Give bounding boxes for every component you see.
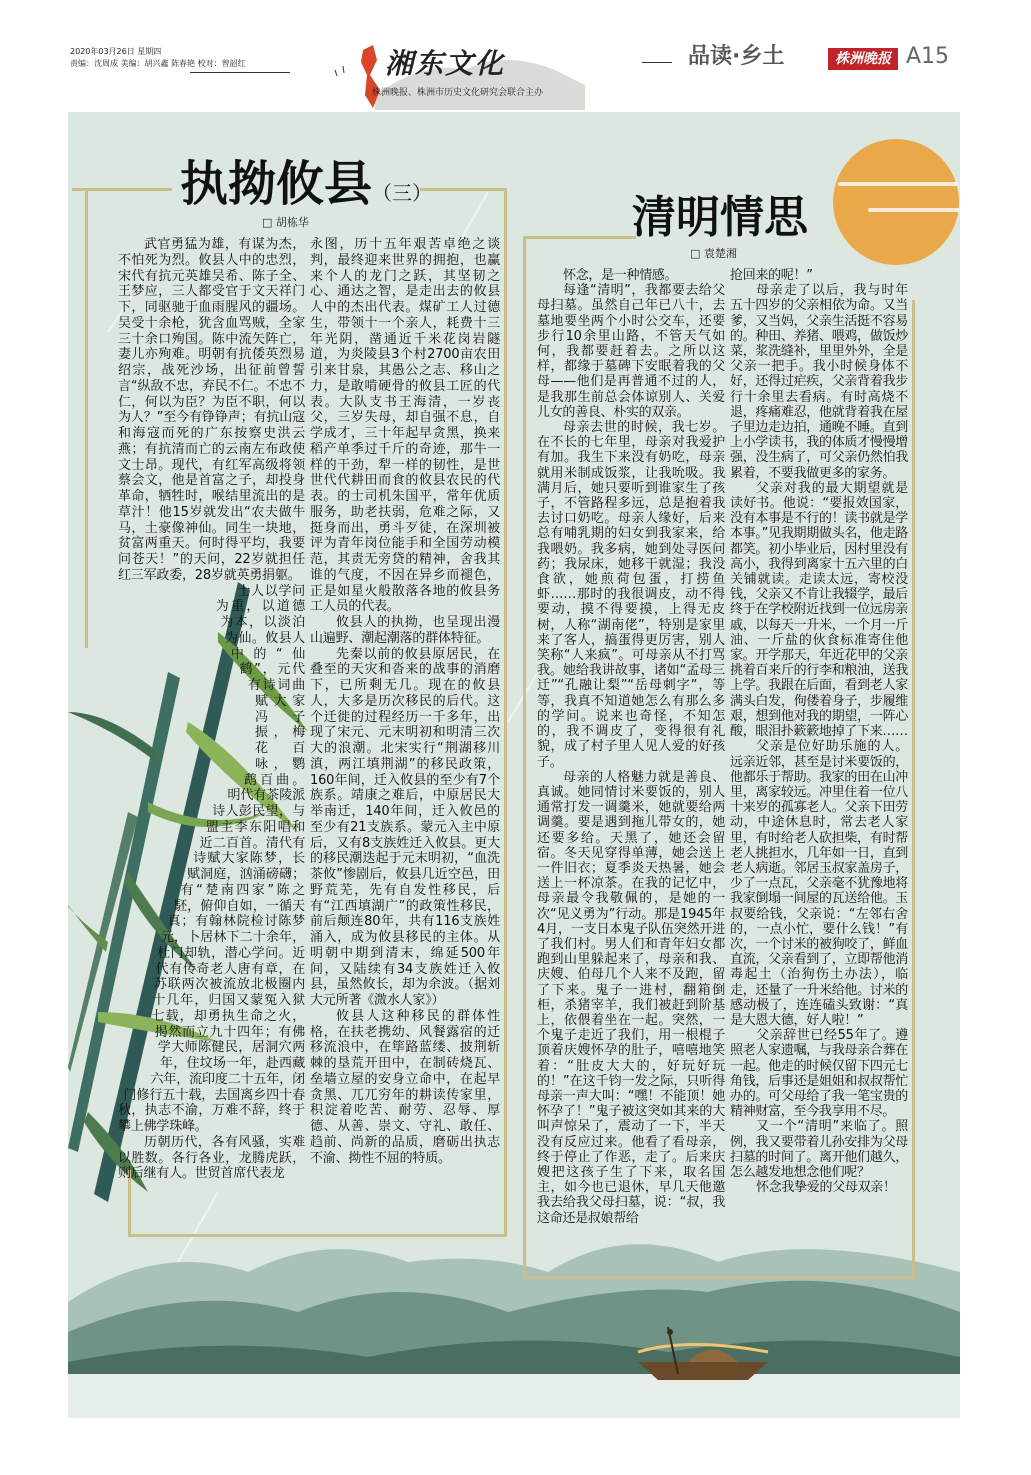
right-article-title: 清明情思 — [632, 192, 808, 243]
paragraph: 士人以学问为重，以道德为本，以淡泊为仙。攸县人中的“仙鹤”，元代有诗词曲赋大家冯子振，梅花百咏，鹦鹉百曲。明代有茶陵派诗人彭民望，与盟主李东阳唱和近二百首。清代有诗赋大家陈梦，长赋洞庭，汹涌磅礴；有“楚南四家”陈之駓，俯仰自如，一循天真；有翰林院检讨陈梦元，卜居林下二十余年，杜门却轨，潜心学问。近代有传奇老人唐有章，在苏联两次被流放北极圈内十几年，归国又蒙冤入狱七载，却勇执生命之火，揭然而立九十四年；有佛学大师陈健民，居洞穴两年，住坟场一年，赴西藏六年，流印度二十五年，闭门修行五十载，去国离乡四十春秋，执志不渝，万难不辞，终于攀上佛学珠峰。 — [118, 583, 305, 1134]
sun-icon — [833, 139, 959, 265]
newspaper-brand-logo: 株洲晚报 — [828, 48, 898, 70]
paragraph: 怀念，是一种情感。 — [563, 268, 678, 283]
right-frame-bottom — [523, 1276, 915, 1279]
section-name: 品读·乡土 — [688, 44, 785, 69]
left-frame-left — [85, 188, 88, 648]
paragraph: 怀念我挚爱的父母双亲！ — [756, 1180, 896, 1196]
left-article-column-2 — [310, 237, 500, 1217]
header-rule-right — [642, 62, 672, 63]
right-article-column-1 — [537, 268, 725, 1272]
left-article-author: □ 胡栋华 — [262, 216, 309, 229]
left-article-title — [180, 156, 433, 212]
left-article-title-text: 执拗攸县 — [180, 156, 373, 212]
paragraph: 抢回来的呢！” — [730, 268, 813, 283]
page-number: A15 — [906, 44, 950, 69]
paragraph: 父亲辞世已经55年了。遵照老人家遗嘱，与我母亲合葬在一起。他走的时候仅留下四元七角钱，后事还是姐姐和叔叔帮忙办的。可父母给了我一笔宝贵的精神财富，至今我享用不尽。 — [730, 1028, 908, 1120]
paragraph: 每逢“清明”，我都要去给父母扫墓。虽然自己年已八十，去墓地要坐两个小时公交车，还要步行10余里山路，不管天气如何，我都要赶着去。之所以这样，都缘于墓碑下安眠着我的父母——他们是再普通不过的人，是我那生前总会体谅别人、关爱儿女的善良、朴实的双亲。 — [537, 283, 725, 420]
paragraph: 又一个“清明”来临了。照例，我又要带着儿孙安排为父母扫墓的时间了。离开他们越久，怎么越发地想念他们呢？ — [730, 1119, 908, 1180]
right-article-author: □ 袁楚湘 — [690, 247, 737, 260]
left-article-title-suffix: （三） — [372, 181, 433, 205]
paragraph: 先秦以前的攸县原居民，在叠至的天灾和沓来的战事的消磨下，已所剩无几。现在的攸县人，大多是历次移民的后代。这个迁徙的过程经历一千多年，出现了宋元、元末明初和明清三次大的浪潮。北宋实行“荆湖移川滇，两江填荆湖”的移民政策，160年间，迁入攸县的至少有7个族系。靖康之难后，中原居民大举南迁，140年间，迁入攸邑的至少有21支族系。蒙元入主中原后，又有8支族姓迁入攸县。更大的移民潮迭起于元末明初，“血洗茶攸”惨剧后，攸县几近空邑，田野荒芜，先有自发性移民，后有“江西填湖广”的政策性移民，前后颠连80年，共有116支族姓涌入，成为攸县移民的主体。从明朝中期到清末，绵延500年间，又陆续有34支族姓迁入攸县，虽然攸长，却为余波。（据刘大元所著《溦水人家》） — [310, 646, 500, 1008]
column-sponsor: 株洲晚报、株洲市历史文化研究会联合主办 — [372, 88, 544, 98]
paragraph: 攸县人的执拗，也呈现出漫山遍野、潮起潮落的群体特征。 — [310, 615, 500, 646]
paragraph: 父亲对我的最大期望就是读好书。他说：“要报效国家，没有本事是不行的！读书就是学本事。”见我期期做头名，他走路都笑。初小毕业后，因村里没有高小，我得到离家十五六里的白关铺就读。走读太远，寄校没钱，父亲又不肯让我辍学，最后终于在学校附近找到一位远房亲戚，以每天一升米，一个月一斤油、一斤盐的伙食标准寄住他家。开学那天，年近花甲的父亲挑着百来斤的行李和粮油，送我上学。我跟在后面，看到老人家满头白发，佝偻着身子，步履维艰，想到他对我的期望，一阵心酸，眼泪扑簌簌地掉了下来…… — [730, 480, 908, 740]
paragraph: 母亲的人格魅力就是善良、真诚。她同情讨米要饭的，别人通常打发一调羹米，她就要给两调羹。要是遇到拖儿带女的，她还要多给。天黑了，她还会留宿。冬天见穿得单薄，她会送上一件旧衣；夏季炎天热暑，她会送上一杯凉茶。在我的记忆中，母亲最令我敬佩的，是她的一次“见义勇为”行动。那是1945年4月，一支日本鬼子队伍突然开进了我们村。男人们和青年妇女都跑到山里躲起来了，母亲和我、庆嫂、伯母几个人来不及跑，留了下来。鬼子一进村，翻箱倒柜，杀猪宰羊，我们被赶到阶基上，依偎着坐在一起。突然，一个鬼子走近了我们，用一根棍子顶着庆嫂怀孕的肚子，嘻嘻地笑着：“肚皮大大的，好玩好玩的！”在这千钧一发之际，只听得母亲一声大叫：“嘿！不能顶！她怀孕了！”鬼子被这突如其来的大叫声惊呆了，震动了一下，半天没有反应过来。他看了看母亲，终于停止了作恶，走了。后来庆嫂把这孩子生了下来，取名国主，如今也已退休，早几天他邀我去给我父母扫墓，说：“叔，我这命还是叔娘帮给 — [537, 769, 725, 1226]
paragraph: 历朝历代，各有风骚，实难以胜数。各行各业，龙腾虎跃，则后继有人。世贸首席代表龙 — [118, 1134, 305, 1182]
header-rule-left — [190, 72, 290, 73]
left-frame-bottom — [128, 1234, 504, 1237]
issue-date: 2020年03月26日 星期四 — [70, 47, 162, 56]
column-logo-title: 湘东文化 — [385, 47, 506, 80]
left-article-column-1 — [118, 237, 305, 1217]
right-article-column-2 — [730, 268, 908, 1272]
editor-credits: 责编：沈周成 美编：胡兴鑫 陈春艳 校对：曾韶红 — [70, 59, 246, 68]
paragraph: 母亲去世的时候，我七岁。在不长的七年里，母亲对我爱护有加。我生下来没有奶吃，母亲就用米制成饭浆，让我吮吸。我满月后，她只要听到谁家生了孩子，不管路程多远，总是抱着我去讨口奶吃。母亲人缘好，后来总有哺乳期的妇女到我家来，给我喂奶。我多病，她到处寻医问药；我尿床，她移干就湿；我没食欲，她煎荷包蛋，打捞鱼虾……那时的我很调皮，动不得要动，摸不得要摸，上得无皮树，人称“湖南佬”，特别是家里来了客人，搞蛋得更厉害，别人笑称“人来疯”。可母亲从不打骂我。她给我讲故事，诸如“孟母三迁”“孔融让梨”“岳母刺字”，等等，我真不知道她怎么有那么多的学问。说来也奇怪，不知怎的，我不调皮了，变得很有礼貌，成了村子里人见人爱的好孩子。 — [537, 420, 725, 770]
right-frame-right — [912, 300, 915, 1276]
paragraph: 攸县人这种移民的群体性格，在扶老携幼、风餐露宿的迁移流浪中，在筚路蓝缕、披荆斩棘的垦荒开田中，在制砖烧瓦、垒墙立屋的安身立命中，在起早贪黑、兀兀穷年的耕读传家里，积淀着吃苦、耐劳、忍辱、厚德、从善、崇文、守礼、敢任、趋前、尚新的品质，磨砺出执志不渝、拗性不屈的特质。 — [310, 1008, 500, 1166]
paragraph: 父亲是位好助乐施的人。远亲近邻，甚至是讨米要饭的，他都乐于帮助。我家的田在山冲里，离家较远。冲里住着一位八十来岁的孤寡老人。父亲下田劳动，中途休息时，常去老人家里，有时给老人砍担柴，有时帮老人挑担水，几年如一日，直到老人病逝。邻居玉叔家盖房子，少了一点瓦，父亲毫不犹豫地将我家倒塌一间屋的瓦送给他。玉叔要给钱，父亲说：“左邻右舍的，一点小忙，要什么钱！”有次，一个讨米的被狗咬了，鲜血直流，父亲看到了，立即帮他消毒起土（治狗伤土办法），临走，还量了一升米给他。讨米的感动极了，连连磕头致谢：“真是大恩大德，好人啦！” — [730, 739, 908, 1028]
paragraph: 武官勇猛为雄，有谋为杰，不怕死为烈。攸县人中的忠烈，宋代有抗元英雄吴希、陈子全、王梦应，三人都受官于文天祥门下，同驱驰于血雨腥风的疆场。吴受十余枪，犹含血骂贼，全家三十余口殉国。陈中流矢阵亡，妻儿亦殉难。明朝有抗倭英烈易绍宗，战死沙场，出征前曾誓言“纵敌不忠，弃民不仁。不忠不仁，何以为臣？为臣不职，何以为人？”至今有铮铮声；有抗山寇和海寇而死的广东按察史洪云燕；有抗清而亡的云南左布政使文士昂。现代，有红军高级将领蔡会文，他是首富之子，却投身革命，牺牲时，喉结里流出的是草汁！他15岁就发出“农夫做牛马，土豪像神仙。同生一块地，贫富两重天。何时得平均，我要问苍天！”的天问，22岁就担任红三军政委，28岁就英勇捐躯。 — [118, 237, 305, 583]
paragraph: 母亲走了以后，我与时年五十四岁的父亲相依为命。又当爹，又当妈，父亲生活挺不容易的。种田、养猪、喂鸡，做饭炒菜，浆洗缝补，里里外外，全是父亲一把手。我小时候身体不好，还得过疟疾，父亲背着我步行十余里去看病。有时高烧不退，疼痛难忍，他就背着我在屋子里边走边拍，通晚不睡。直到上小学读书，我的体质才慢慢增强，没生病了，可父亲仍然怕我累着，不要我做更多的家务。 — [730, 283, 908, 481]
paragraph: 永图，历十五年艰苦卓绝之谈判，最终迎来世界的拥抱，也赢来个人的龙门之跃，其坚韧之心、通达之智，是走出去的攸县人中的杰出代表。煤矿工人过德生，带领十一个亲人，耗费十三年光阴，凿通近千米花岗岩隧道，为炎陵县3个村2700亩农田引来甘泉，其愚公之志、移山之力，是敢啃硬骨的攸县工匠的代表。大队支书王海清，一岁丧父，三岁失母，却自强不息，自学成才，三十年起早贪黑，换来稻产单季过千斤的奇迹，那牛一样的干劲，犁一样的韧性，是世世代代耕田而食的攸县农民的代表。的士司机朱国平，常年优质服务，助老扶弱，危难之际，又挺身而出，勇斗歹徒，在深圳被评为青年岗位能手和全国劳动模范，其责无旁贷的精神，舍我其谁的气度，不因在异乡而褪色，正是如星火般散落各地的攸县务工人员的代表。 — [310, 237, 500, 615]
